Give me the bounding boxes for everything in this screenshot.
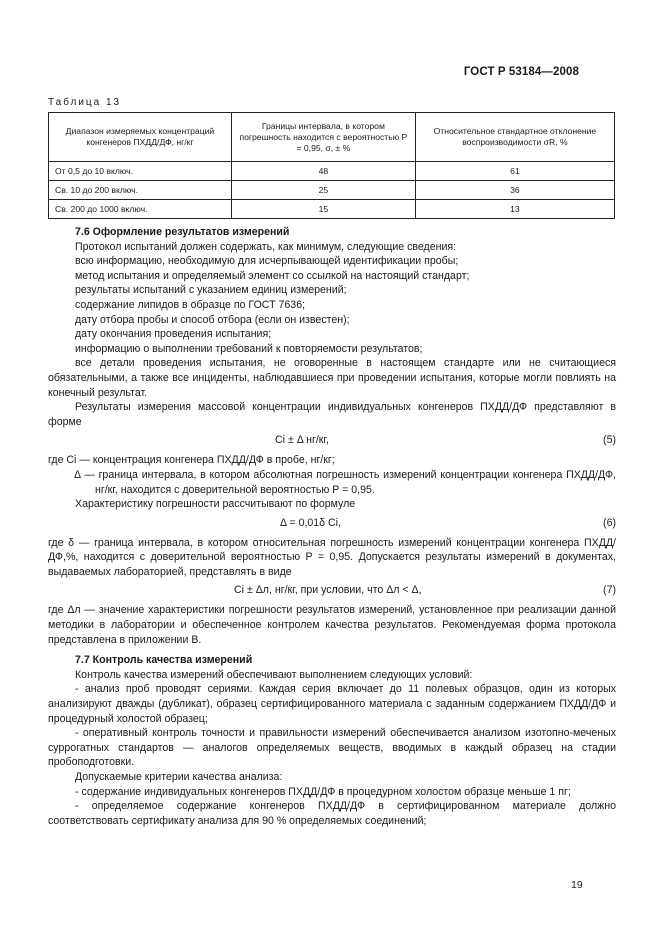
paragraph: Характеристику погрешности рассчитывают по формуле [75, 498, 356, 511]
table-cell: 15 [231, 200, 415, 219]
formula-number: (6) [603, 516, 616, 529]
column-header: Диапазон измеряемых концентраций конгенеров ПХДД/ДФ, нг/кг [49, 113, 232, 162]
formula-6 [48, 512, 616, 536]
standard-header: ГОСТ Р 53184—2008 [463, 66, 579, 78]
section-heading: 7.6 Оформление результатов измерений [75, 226, 290, 238]
table-13 [48, 112, 615, 219]
table-row [49, 200, 615, 219]
list-item: дату окончания проведения испытания; [75, 328, 272, 341]
formula-text: Δ = 0,01δ Ci, [280, 516, 341, 529]
formula-text: Ci ± Δл, нг/кг, при условии, что Δл < Δ, [234, 584, 422, 597]
table-cell: Св. 10 до 200 включ. [49, 181, 232, 200]
list-item: результаты испытаний с указанием единиц измерений; [75, 284, 347, 297]
list-item: - оперативный контроль точности и правильности измерений обеспечивается анализом изотопно-меченых суррогатных стандартов — аналогов определяемых веществ, вводимых в каждый образец на стадии пробоподготовки. [48, 727, 616, 769]
formula-number: (7) [603, 584, 616, 597]
table-cell: От 0,5 до 10 включ. [49, 162, 232, 181]
column-header: Границы интервала, в котором погрешность находится с вероятностью P = 0,95, σ, ± % [231, 113, 415, 162]
section-heading: 7.7 Контроль качества измерений [75, 654, 253, 667]
list-item: информацию о выполнении требований к повторяемости результатов; [75, 342, 423, 355]
table-cell: 48 [231, 162, 415, 181]
page-number: 19 [571, 879, 583, 891]
paragraph: где δ — граница интервала, в котором относительная погрешность измерений концентрации конгенера ПХДД/ДФ,%, находится с доверительной вероятностью P = 0,95. Допускается результаты измерений в документах, выдаваемых лабораторией, представлять в виде [48, 536, 616, 578]
table-cell: 36 [415, 181, 614, 200]
list-item: - анализ проб проводят сериями. Каждая серия включает до 11 полевых образцов, один из которых анализируют дважды (дубликат), образец сертифицированного материала с заданным содержанием ПХДД/ДФ и процедурный холостой образец; [48, 683, 616, 725]
table-header-row [49, 113, 615, 162]
table-cell: Св. 200 до 1000 включ. [49, 200, 232, 219]
list-item: всю информацию, необходимую для исчерпывающей идентификации пробы; [75, 255, 459, 268]
list-item: дату отбора пробы и способ отбора (если он известен); [75, 313, 350, 326]
formula-7 [48, 579, 616, 603]
list-item: метод испытания и определяемый элемент со ссылкой на настоящий стандарт; [75, 269, 470, 282]
table-cell: 61 [415, 162, 614, 181]
table-cell: 25 [231, 181, 415, 200]
list-item: содержание липидов в образце по ГОСТ 7636; [75, 298, 306, 311]
list-item: - содержание индивидуальных конгенеров ПХДД/ДФ в процедурном холостом образце меньше 1 пг; [75, 785, 571, 798]
table-caption: Таблица 13 [48, 97, 122, 108]
list-item: все детали проведения испытания, не оговоренные в настоящем стандарте или не считающиеся обязательными, а также все инциденты, наблюдавшиеся при проведении испытания, которые могли повлиять на конечный результат. [48, 357, 616, 399]
paragraph: где Ci — концентрация конгенера ПХДД/ДФ в пробе, нг/кг; [48, 454, 335, 467]
table-row [49, 181, 615, 200]
table-cell: 13 [415, 200, 614, 219]
paragraph: где Δл — значение характеристики погрешности результатов измерений, установленное при реализации данной методики в лаборатории и обеспеченное контролем качества результатов. Рекомендуемая форма протокола представлена в приложении В. [48, 604, 616, 646]
table-row [49, 162, 615, 181]
paragraph: Контроль качества измерений обеспечивают выполнением следующих условий: [75, 668, 473, 681]
column-header: Относительное стандартное отклонение воспроизводимости σR, % [415, 113, 614, 162]
formula-number: (5) [603, 434, 616, 447]
paragraph: Результаты измерения массовой концентрации индивидуальных конгенеров ПХДД/ДФ представляют в форме [48, 401, 616, 428]
paragraph: Δ — граница интервала, в котором абсолютная погрешность измерений концентрации конгенера ПХДД/ДФ, нг/кг, находится с доверительной вероятностью P = 0,95. [74, 468, 616, 496]
formula-text: Ci ± Δ нг/кг, [275, 434, 329, 447]
paragraph: Протокол испытаний должен содержать, как минимум, следующие сведения: [75, 240, 457, 253]
formula-5 [48, 429, 616, 453]
paragraph: Допускаемые критерии качества анализа: [75, 771, 283, 783]
main-text [48, 225, 616, 828]
list-item: - определяемое содержание конгенеров ПХДД/ДФ в сертифицированном материале должно соответствовать сертификату анализа для 90 % определяемых соединений; [48, 800, 616, 827]
